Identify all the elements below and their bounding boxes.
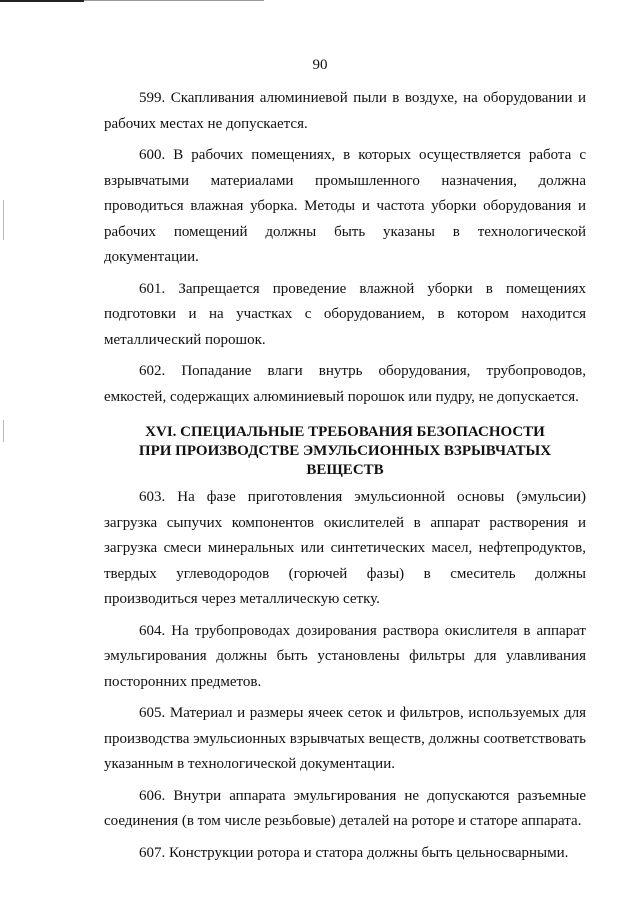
scan-edge-light: [84, 0, 264, 1]
page-number: 90: [312, 57, 328, 73]
scan-margin-mark: [3, 420, 4, 442]
scan-margin-mark: [3, 200, 4, 240]
scan-edge-dark: [0, 0, 84, 2]
paragraph-604: 604. На трубопроводах дозирования раствора окислителя в аппарат эмульгирования должны быть установлены фильтры для улавливания посторонних предметов.: [104, 622, 586, 690]
paragraph-600: 600. В рабочих помещениях, в которых осуществляется работа с взрывчатыми материалами промышленного назначения, должна проводиться влажная уборка. Методы и частота уборки оборудования и рабочих помещений должны быть указаны в технологической документации.: [104, 147, 586, 265]
paragraph-603: 603. На фазе приготовления эмульсионной основы (эмульсии) загрузка сыпучих компонентов окислителей в аппарат растворения и загрузка смеси минеральных или синтетических масел, нефтепродуктов, твердых углеводородов (горючей фазы) в смеситель должны производиться через металлическую сетку.: [104, 489, 586, 607]
section-heading: [104, 423, 586, 480]
paragraph-606: 606. Внутри аппарата эмульгирования не допускаются разъемные соединения (в том числе резьбовые) деталей на роторе и статоре аппарата.: [104, 787, 586, 829]
section-heading-line1: XVI. СПЕЦИАЛЬНЫЕ ТРЕБОВАНИЯ БЕЗОПАСНОСТИ: [145, 424, 545, 440]
scan-top-edge: [0, 0, 640, 4]
paragraph-602: 602. Попадание влаги внутрь оборудования, трубопроводов, емкостей, содержащих алюминиевый порошок или пудру, не допускается.: [104, 363, 586, 405]
section-heading-line2: ПРИ ПРОИЗВОДСТВЕ ЭМУЛЬСИОННЫХ ВЗРЫВЧАТЫХ ВЕЩЕСТВ: [138, 443, 552, 478]
paragraph-599: 599. Скапливания алюминиевой пыли в воздухе, на оборудовании и рабочих местах не допускается.: [104, 90, 586, 132]
paragraph-601: 601. Запрещается проведение влажной уборки в помещениях подготовки и на участках с оборудованием, в котором находится металлический порошок.: [104, 280, 586, 348]
document-body: [104, 86, 586, 872]
paragraph-605: 605. Материал и размеры ячеек сеток и фильтров, используемых для производства эмульсионных взрывчатых веществ, должны соответствовать указанным в технологической документации.: [104, 705, 586, 772]
paragraph-607: 607. Конструкции ротора и статора должны быть цельносварными.: [139, 844, 569, 861]
